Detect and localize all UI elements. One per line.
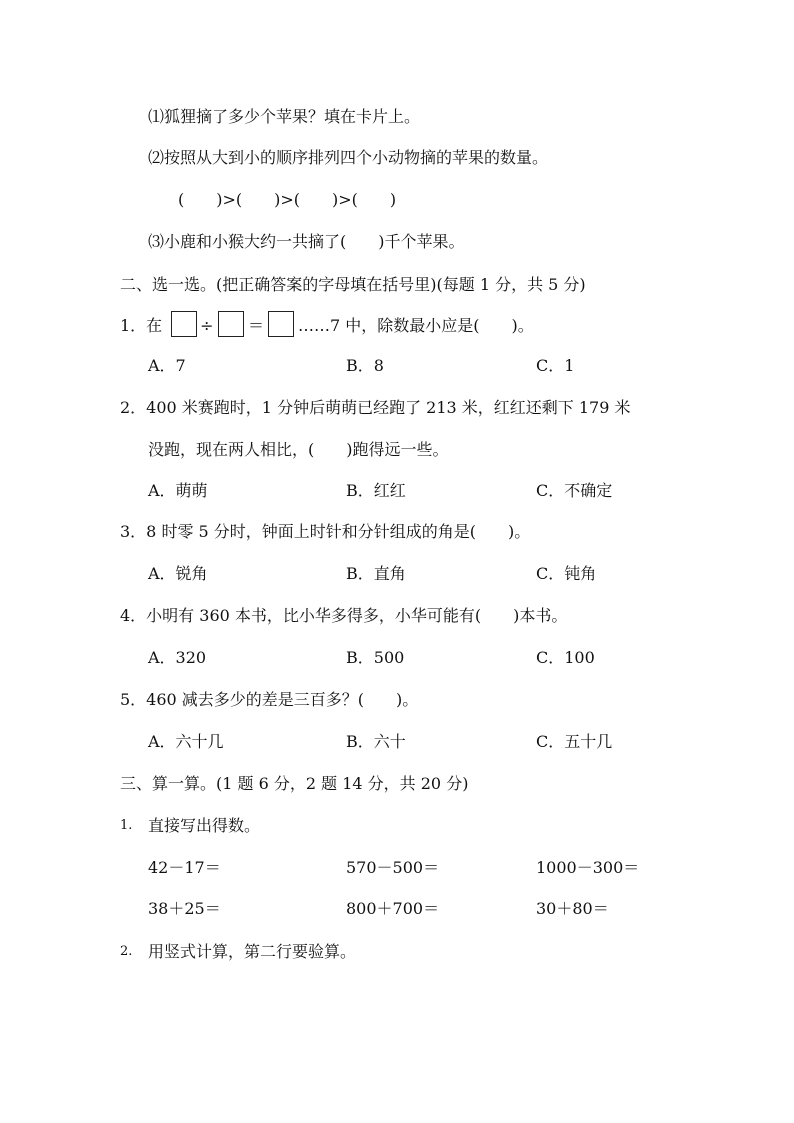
calc-item: 800＋700＝	[346, 899, 440, 918]
section-3-heading: 三、算一算。(1 题 6 分，2 题 14 分，共 20 分)	[120, 774, 469, 793]
question-text: ……7 中，除数最小应是( )。	[298, 316, 534, 335]
question-text-line-1: 2．400 米赛跑时，1 分钟后萌萌已经跑了 213 米，红红还剩下 179 米	[120, 398, 631, 417]
option-c: C．五十几	[536, 732, 613, 751]
equals-sign: ＝	[248, 316, 265, 335]
option-b: B．8	[346, 356, 384, 375]
section-2-heading: 二、选一选。(把正确答案的字母填在括号里)(每题 1 分，共 5 分)	[120, 275, 586, 294]
question-text: 3．8 时零 5 分时，钟面上时针和分针组成的角是( )。	[120, 522, 531, 541]
question-text-line-2: 没跑，现在两人相比，( )跑得远一些。	[148, 440, 449, 459]
calc-item: 30＋80＝	[536, 899, 609, 918]
question-fox-apples: ⑴狐狸摘了多少个苹果？填在卡片上。	[148, 107, 421, 126]
option-c: C．不确定	[536, 481, 613, 500]
option-a: A．萌萌	[148, 481, 208, 500]
option-a: A．320	[148, 648, 207, 667]
option-c: C．1	[536, 356, 575, 375]
option-b: B．六十	[346, 732, 406, 751]
option-c: C．100	[536, 648, 595, 667]
option-b: B．红红	[346, 481, 406, 500]
sub-question-1-number: 1.	[120, 818, 133, 833]
sub-question-2-number: 2.	[120, 944, 133, 959]
calc-item: 42－17＝	[148, 858, 221, 877]
question-deer-monkey: ⑶小鹿和小猴大约一共摘了( )千个苹果。	[148, 232, 465, 251]
option-a: A．7	[148, 356, 186, 375]
sub-question-2-text: 用竖式计算，第二行要验算。	[148, 942, 357, 961]
question-text: 4．小明有 360 本书，比小华多得多，小华可能有( )本书。	[120, 606, 568, 625]
blank-box-quotient	[268, 311, 294, 337]
option-b: B．直角	[346, 564, 406, 583]
order-answer-blanks: ( )>( )>( )>( )	[178, 190, 397, 209]
blank-box-dividend	[171, 311, 197, 337]
option-a: A．六十几	[148, 732, 224, 751]
blank-box-divisor	[218, 311, 244, 337]
option-a: A．锐角	[148, 564, 208, 583]
calc-item: 1000－300＝	[536, 858, 640, 877]
calc-item: 570－500＝	[346, 858, 440, 877]
question-order-apples: ⑵按照从大到小的顺序排列四个小动物摘的苹果的数量。	[148, 148, 549, 167]
option-c: C．钝角	[536, 564, 597, 583]
sub-question-1-text: 直接写出得数。	[148, 816, 261, 835]
calc-item: 38＋25＝	[148, 899, 221, 918]
division-sign: ÷	[200, 316, 214, 335]
option-b: B．500	[346, 648, 405, 667]
question-text: 5．460 减去多少的差是三百多？( )。	[120, 690, 419, 709]
question-number: 1．在	[120, 316, 163, 335]
